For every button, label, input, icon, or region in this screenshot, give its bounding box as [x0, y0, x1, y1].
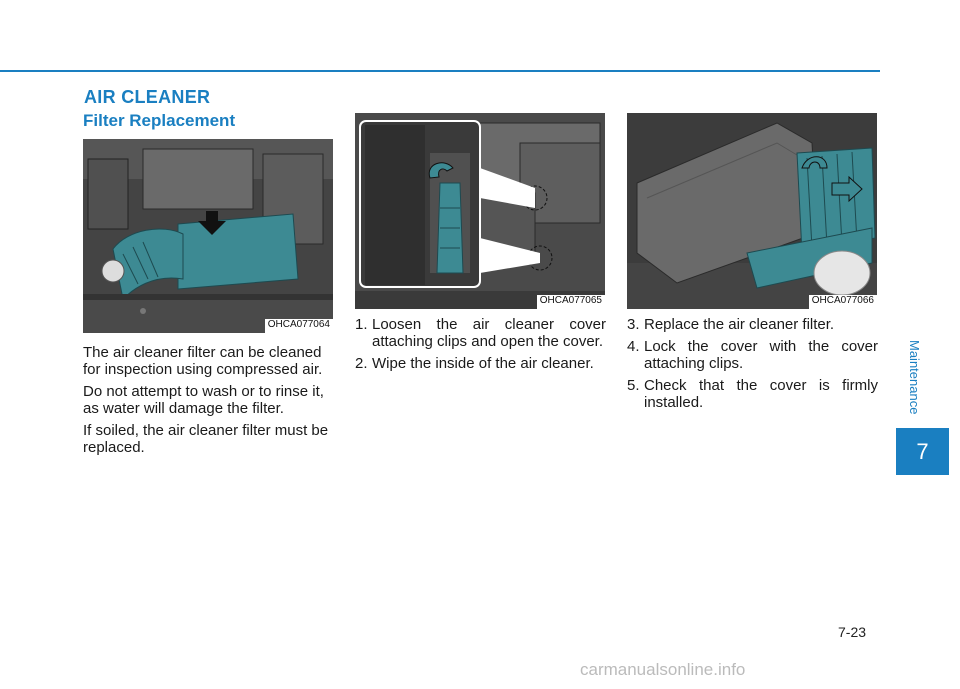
- step-number: 3.: [627, 316, 640, 333]
- step-text: Lock the cover with the cover attaching clips.: [644, 338, 878, 372]
- intro-text: [83, 344, 335, 461]
- steps-column-2: [355, 316, 606, 377]
- engine-bay-illustration: [83, 139, 333, 333]
- intro-paragraph: Do not attempt to wash or to rinse it, as water will damage the filter.: [83, 383, 324, 417]
- step-item: [627, 316, 878, 333]
- filter-illustration: [627, 113, 877, 309]
- step-item: [355, 355, 606, 372]
- step-text: Replace the air cleaner filter.: [644, 316, 835, 333]
- figure-code: OHCA077064: [265, 319, 333, 333]
- watermark: carmanualsonline.info: [580, 660, 746, 679]
- step-number: 5.: [627, 377, 640, 394]
- step-number: 4.: [627, 338, 640, 355]
- chapter-side-label: Maintenance: [907, 340, 922, 415]
- step-item: [627, 338, 878, 372]
- figure-filter-replacement: [627, 113, 877, 309]
- step-text: Loosen the air cleaner cover attaching clips and open the cover.: [372, 316, 606, 350]
- intro-paragraph: The air cleaner filter can be cleaned for inspection using compressed air.: [83, 344, 323, 378]
- step-text: Check that the cover is firmly installed.: [644, 377, 878, 411]
- figure-code: OHCA077065: [537, 295, 605, 309]
- step-item: [355, 316, 606, 350]
- chapter-number-tab: 7: [896, 428, 949, 475]
- step-number: 2.: [355, 355, 368, 372]
- steps-column-3: [627, 316, 878, 416]
- intro-paragraph: If soiled, the air cleaner filter must be replaced.: [83, 422, 329, 456]
- figure-cover-clips: [355, 113, 605, 309]
- subhead: Filter Replacement: [83, 111, 236, 130]
- clips-illustration: [355, 113, 605, 309]
- step-number: 1.: [355, 316, 368, 333]
- figure-code: OHCA077066: [809, 295, 877, 309]
- top-rule: [0, 70, 880, 72]
- page-number: 7-23: [838, 624, 867, 640]
- figure-air-cleaner-location: [83, 139, 333, 333]
- section-title: AIR CLEANER: [84, 87, 211, 107]
- step-item: [627, 377, 878, 411]
- step-text: Wipe the inside of the air cleaner.: [372, 355, 594, 372]
